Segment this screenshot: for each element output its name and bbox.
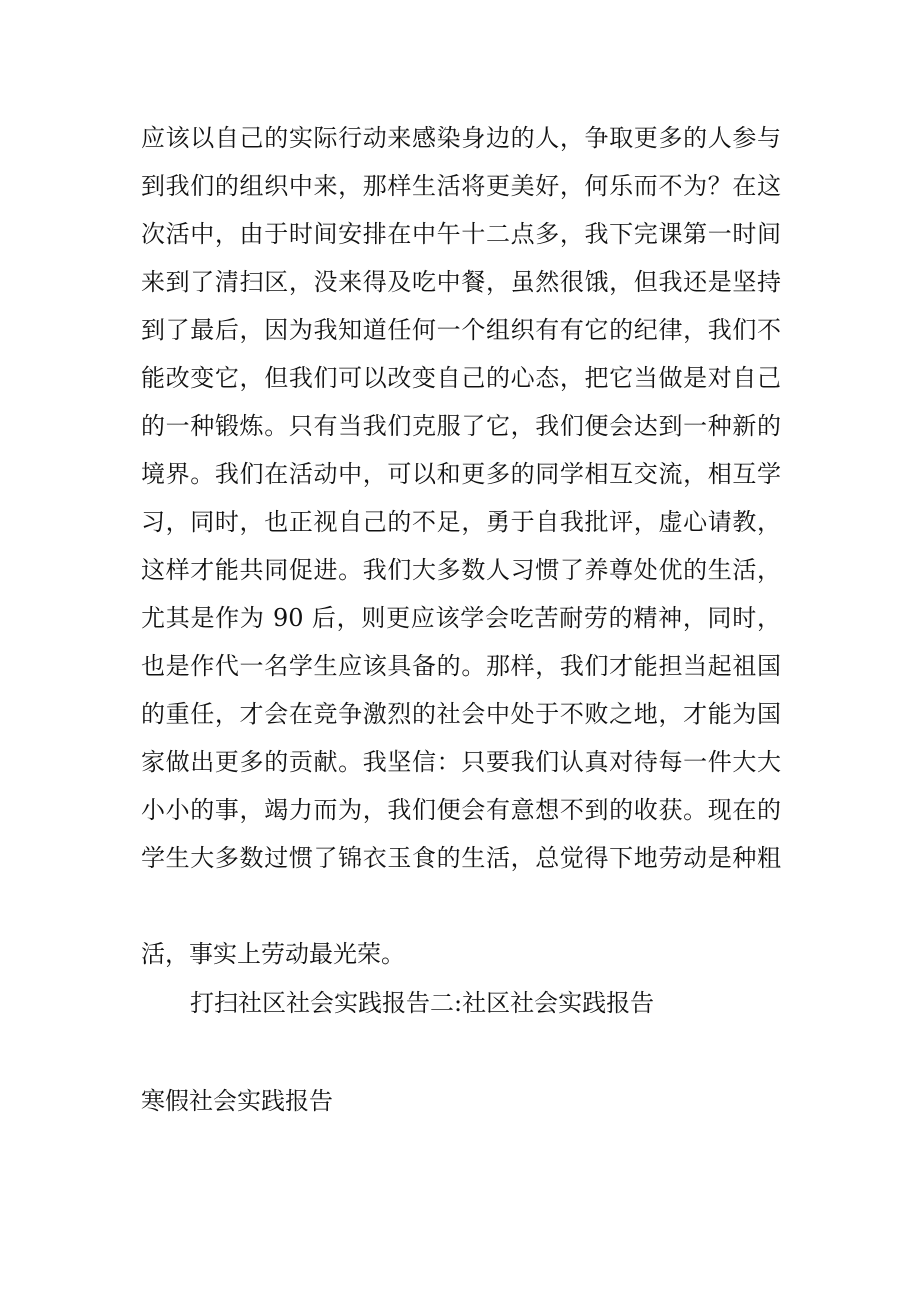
- paragraph-line: 尤其是作为 90 后，则更应该学会吃苦耐劳的精神，同时，: [141, 604, 781, 632]
- paragraph-line: 的一种锻炼。只有当我们克服了它，我们便会达到一种新的: [141, 412, 781, 440]
- closing-line: 活，事实上劳动最光荣。: [141, 940, 405, 968]
- paragraph-line: 能改变它，但我们可以改变自己的心态，把它当做是对自己: [141, 364, 781, 392]
- section-heading: 寒假社会实践报告: [141, 1087, 333, 1115]
- paragraph-line: 家做出更多的贡献。我坚信：只要我们认真对待每一件大大: [141, 748, 781, 776]
- paragraph-line: 应该以自己的实际行动来感染身边的人，争取更多的人参与: [141, 124, 781, 152]
- paragraph-line: 也是作代一名学生应该具备的。那样，我们才能担当起祖国: [141, 652, 781, 680]
- paragraph-line: 小小的事，竭力而为，我们便会有意想不到的收获。现在的: [141, 796, 781, 824]
- paragraph-line: 这样才能共同促进。我们大多数人习惯了养尊处优的生活，: [141, 556, 781, 584]
- paragraph-line: 到我们的组织中来，那样生活将更美好，何乐而不为？在这: [141, 172, 781, 200]
- paragraph-line: 的重任，才会在竞争激烈的社会中处于不败之地，才能为国: [141, 700, 781, 728]
- paragraph-line: 学生大多数过惯了锦衣玉食的生活，总觉得下地劳动是种粗: [141, 844, 781, 872]
- paragraph-line: 习，同时，也正视自己的不足，勇于自我批评，虚心请教，: [141, 508, 781, 536]
- paragraph-line: 到了最后，因为我知道任何一个组织有有它的纪律，我们不: [141, 316, 781, 344]
- section-subtitle: 打扫社区社会实践报告二:社区社会实践报告: [190, 989, 655, 1017]
- paragraph-line: 次活中，由于时间安排在中午十二点多，我下完课第一时间: [141, 220, 781, 248]
- paragraph-line: 境界。我们在活动中，可以和更多的同学相互交流，相互学: [141, 460, 781, 488]
- paragraph-line: 来到了清扫区，没来得及吃中餐，虽然很饿，但我还是坚持: [141, 268, 781, 296]
